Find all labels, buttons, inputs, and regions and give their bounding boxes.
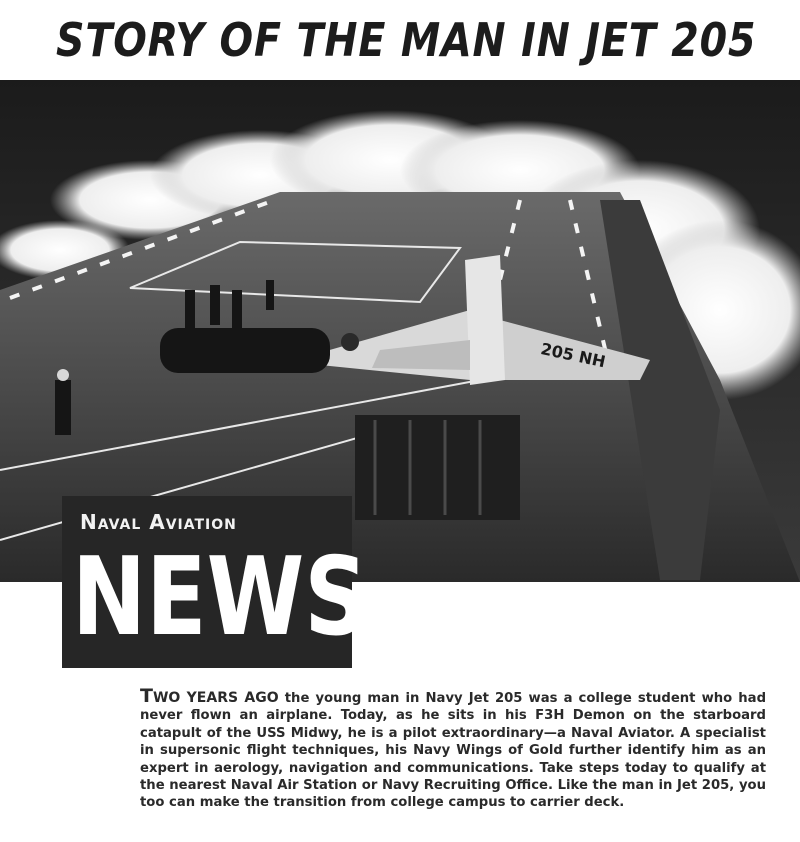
masthead-kicker: Naval Aviation: [80, 510, 237, 534]
masthead-title: NEWS: [72, 535, 369, 660]
article-body: [140, 685, 767, 812]
masthead: [62, 496, 369, 668]
article-text: the young man in Navy Jet 205 was a college student who had never flown an airplane. Today, as he sits in his F3H Demon on the starboard catapult of the USS Midwy, he is a pilot extraordinary—a Naval Aviator. A specialist in supersonic flight techniques, his Navy Wings of Gold further identify him as an expert in aerology, navigation and communications. Take steps today to qualify at the nearest Naval Air Station or Navy Recruiting Office. Like the man in Jet 205, you too can make the transition from college campus to carrier deck.: [140, 691, 767, 811]
lead-cap: T: [140, 685, 153, 707]
aircraft-marking: 205 NH: [538, 339, 608, 372]
lead-phrase: WO YEARS AGO: [152, 690, 279, 706]
headline: STORY OF THE MAN IN JET 205: [56, 13, 757, 67]
